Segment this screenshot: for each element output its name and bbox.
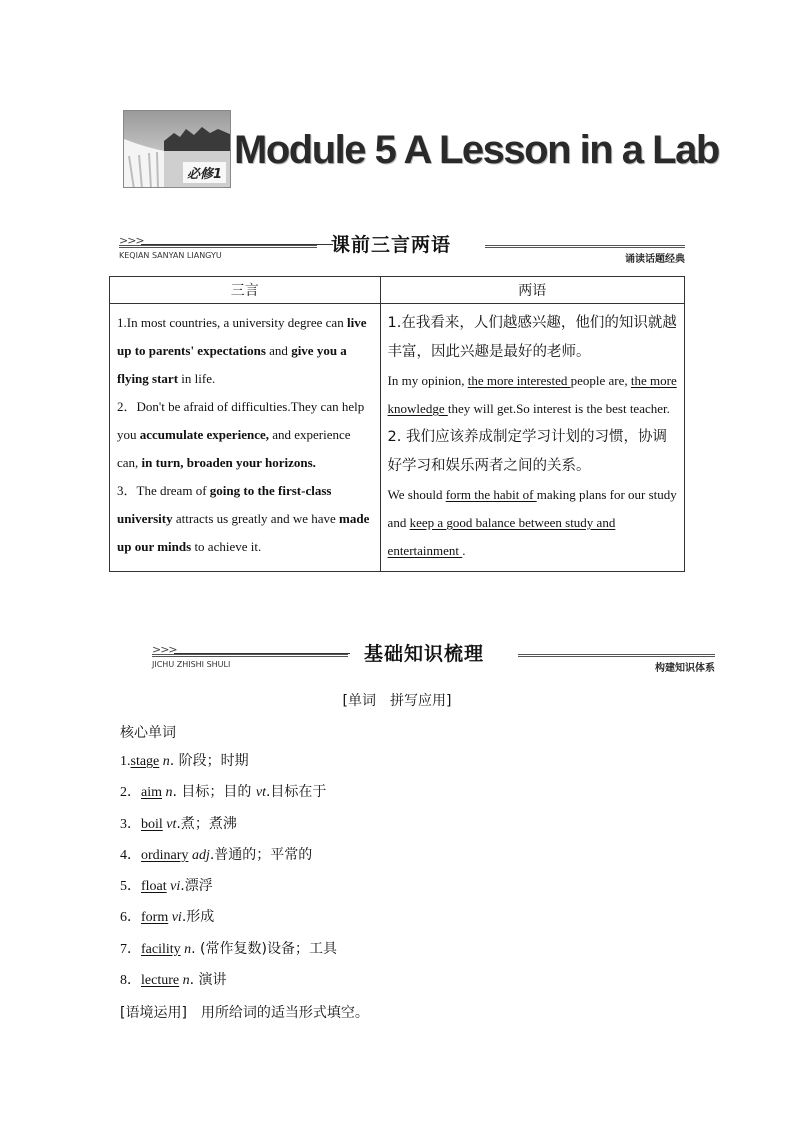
list-item: 3．boil vt.煮；煮沸 xyxy=(120,815,237,832)
context-instruction: [语境运用] 用所给词的适当形式填空。 xyxy=(120,1005,369,1021)
vocab-list xyxy=(120,750,337,1000)
section-heading: 课前三言两语 xyxy=(331,234,452,256)
translation-prompt-1: 1.在我看来，人们越感兴趣，他们的知识就越丰富，因此兴趣是最好的老师。 xyxy=(387,315,677,360)
section-subtitle: 构建知识体系 xyxy=(655,663,715,674)
sentence-1: 1.In most countries, a university degree can live up to parents' expectations and give you a flying start in life. xyxy=(117,315,367,386)
section-subtitle: 诵读话题经典 xyxy=(625,254,685,265)
translation-answer-1: In my opinion, the more interested people are, the more knowledge they will get.So interest is the best teacher. xyxy=(387,373,677,416)
translation-prompt-2: 2. 我们应该养成制定学习计划的习惯，协调好学习和娱乐两者之间的关系。 xyxy=(387,429,667,474)
section-banner-preview xyxy=(119,232,685,264)
sentence-3: 3．The dream of going to the first-class university attracts us greatly and we have made up our minds to achieve it. xyxy=(117,483,370,554)
sanyan-cell xyxy=(110,304,381,572)
column-header-sanyan: 三言 xyxy=(110,277,381,304)
book-tag: 必修1 xyxy=(183,162,226,183)
sentence-2: 2．Don't be afraid of difficulties.They can help you accumulate experience, and experience can, in turn, broaden your horizons. xyxy=(117,399,365,470)
vocab-section-label: [单词 拼写应用] xyxy=(342,693,452,709)
list-item: 6．form vi.形成 xyxy=(120,909,215,926)
translation-answer-2: We should form the habit of making plans for our study and keep a good balance between study and entertainment . xyxy=(387,487,677,558)
section-pinyin: JICHU ZHISHI SHULI xyxy=(152,660,231,669)
core-words-title: 核心单词 xyxy=(120,725,176,741)
module-thumbnail xyxy=(123,110,231,188)
section-banner-basics xyxy=(152,641,715,673)
page-title: Module 5 A Lesson in a Lab xyxy=(234,128,719,172)
proverbs-table xyxy=(109,276,685,572)
list-item: 2．aim n. 目标；目的 vt.目标在于 xyxy=(120,784,327,801)
section-pinyin: KEQIAN SANYAN LIANGYU xyxy=(119,251,222,260)
list-item: 5．float vi.漂浮 xyxy=(120,878,213,895)
list-item: 8．lecture n. 演讲 xyxy=(120,972,227,989)
list-item: 7．facility n. (常作复数)设备；工具 xyxy=(120,940,337,957)
column-header-liangyu: 两语 xyxy=(380,277,684,304)
chevron-icon: >>> xyxy=(152,643,177,656)
list-item: 4．ordinary adj.普通的；平常的 xyxy=(120,846,313,863)
chevron-icon: >>> xyxy=(119,234,144,247)
liangyu-cell xyxy=(380,304,684,572)
section-heading: 基础知识梳理 xyxy=(364,643,485,665)
list-item: 1.stage n. 阶段；时期 xyxy=(120,753,249,769)
